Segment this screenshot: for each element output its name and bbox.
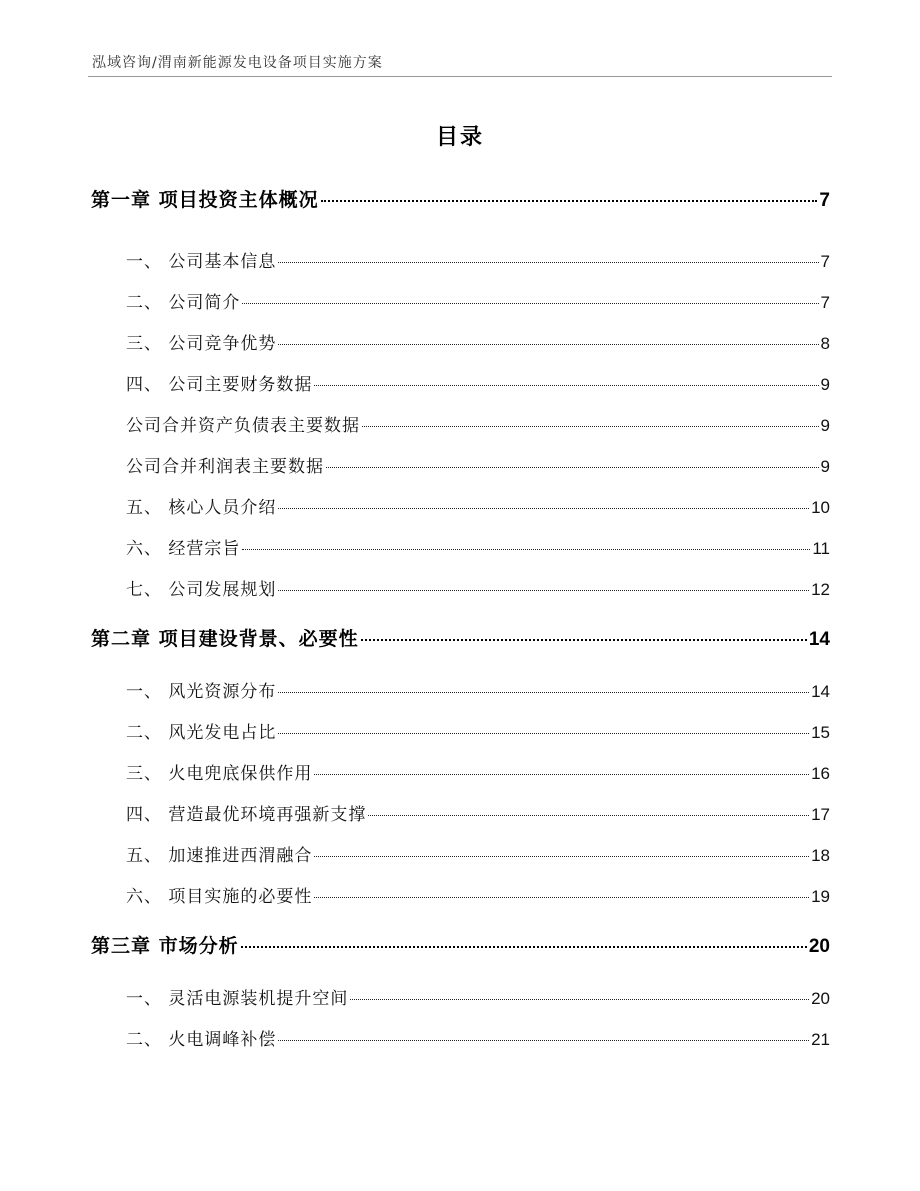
toc-page-number: 7 [819,190,830,211]
toc-page-number: 18 [811,846,830,865]
toc-dot-leader [278,733,809,734]
toc-entry[interactable] [126,493,830,518]
toc-entry-label: 一、 灵活电源装机提升空间 [126,989,349,1009]
toc-dot-leader [278,344,818,345]
toc-entry-label: 二、 火电调峰补偿 [126,1030,277,1050]
toc-entry-label: 第一章 项目投资主体概况 [91,189,319,211]
toc-page-number: 7 [820,293,830,312]
toc-entry[interactable] [126,247,830,272]
toc-entry[interactable] [126,882,830,907]
toc-entry[interactable] [126,575,830,600]
toc-entry-label: 二、 风光发电占比 [126,723,277,743]
toc-entry[interactable] [126,718,830,743]
toc-dot-leader [278,262,818,263]
toc-chapter-3[interactable] [91,931,830,958]
toc-chapter-1[interactable] [91,185,830,212]
toc-entry[interactable] [126,452,830,477]
toc-page-number: 9 [820,375,830,394]
toc-entry[interactable] [126,534,830,559]
toc-page-number: 15 [811,723,830,742]
toc-entry-label: 一、 公司基本信息 [126,252,277,272]
toc-dot-leader [361,639,807,641]
toc-dot-leader [314,856,809,857]
toc-dot-leader [314,774,809,775]
toc-entry-label: 五、 加速推进西渭融合 [126,846,313,866]
toc-entry-label: 三、 公司竞争优势 [126,334,277,354]
toc-entry[interactable] [126,984,830,1009]
toc-title: 目录 [435,125,484,150]
toc-dot-leader [278,590,809,591]
toc-dot-leader [242,549,810,550]
toc-entry-label: 公司合并资产负债表主要数据 [126,416,360,436]
toc-page-number: 11 [812,539,830,558]
header-divider [88,76,832,77]
toc-entry-label: 六、 经营宗旨 [126,539,241,559]
toc-dot-leader [368,815,809,816]
toc-dot-leader [326,467,819,468]
toc-chapter-2[interactable] [91,624,830,651]
toc-entry[interactable] [126,800,830,825]
toc-dot-leader [278,692,809,693]
toc-entry[interactable] [126,1025,830,1050]
toc-dot-leader [314,897,809,898]
toc-entry-label: 五、 核心人员介绍 [126,498,277,518]
toc-entry[interactable] [126,329,830,354]
toc-page-number: 9 [820,457,830,476]
toc-entry-label: 公司合并利润表主要数据 [126,457,324,477]
toc-dot-leader [314,385,818,386]
toc-page-number: 20 [811,989,830,1008]
toc-dot-leader [241,946,807,948]
toc-dot-leader [278,508,809,509]
toc-page-number: 14 [808,629,830,650]
toc-entry[interactable] [126,370,830,395]
toc-entry-label: 第二章 项目建设背景、必要性 [91,628,359,650]
toc-page-number: 14 [811,682,830,701]
toc-page-number: 12 [811,580,830,599]
toc-page-number: 9 [820,416,830,435]
toc-entry-label: 六、 项目实施的必要性 [126,887,313,907]
toc-dot-leader [321,200,818,202]
toc-page-number: 7 [820,252,830,271]
toc-entry-label: 四、 营造最优环境再强新支撑 [126,805,367,825]
toc-entry-label: 第三章 市场分析 [91,935,239,957]
toc-entry[interactable] [126,677,830,702]
toc-entry[interactable] [126,411,830,436]
toc-page-number: 19 [811,887,830,906]
toc-entry-label: 三、 火电兜底保供作用 [126,764,313,784]
toc-entry[interactable] [126,759,830,784]
toc-entry-label: 一、 风光资源分布 [126,682,277,702]
toc-entry[interactable] [126,288,830,313]
toc-page-number: 21 [811,1030,830,1049]
toc-entry-label: 七、 公司发展规划 [126,580,277,600]
toc-page-number: 8 [820,334,830,353]
toc-dot-leader [278,1040,809,1041]
toc-dot-leader [362,426,819,427]
toc-entry-label: 四、 公司主要财务数据 [126,375,313,395]
toc-dot-leader [350,999,809,1000]
toc-dot-leader [242,303,818,304]
toc-page-number: 20 [808,936,830,957]
toc-page-number: 16 [811,764,830,783]
toc-page-number: 10 [811,498,830,517]
toc-page-number: 17 [811,805,830,824]
toc-entry[interactable] [126,841,830,866]
toc-entry-label: 二、 公司简介 [126,293,241,313]
page-header: 泓域咨询/渭南新能源发电设备项目实施方案 [92,55,383,71]
